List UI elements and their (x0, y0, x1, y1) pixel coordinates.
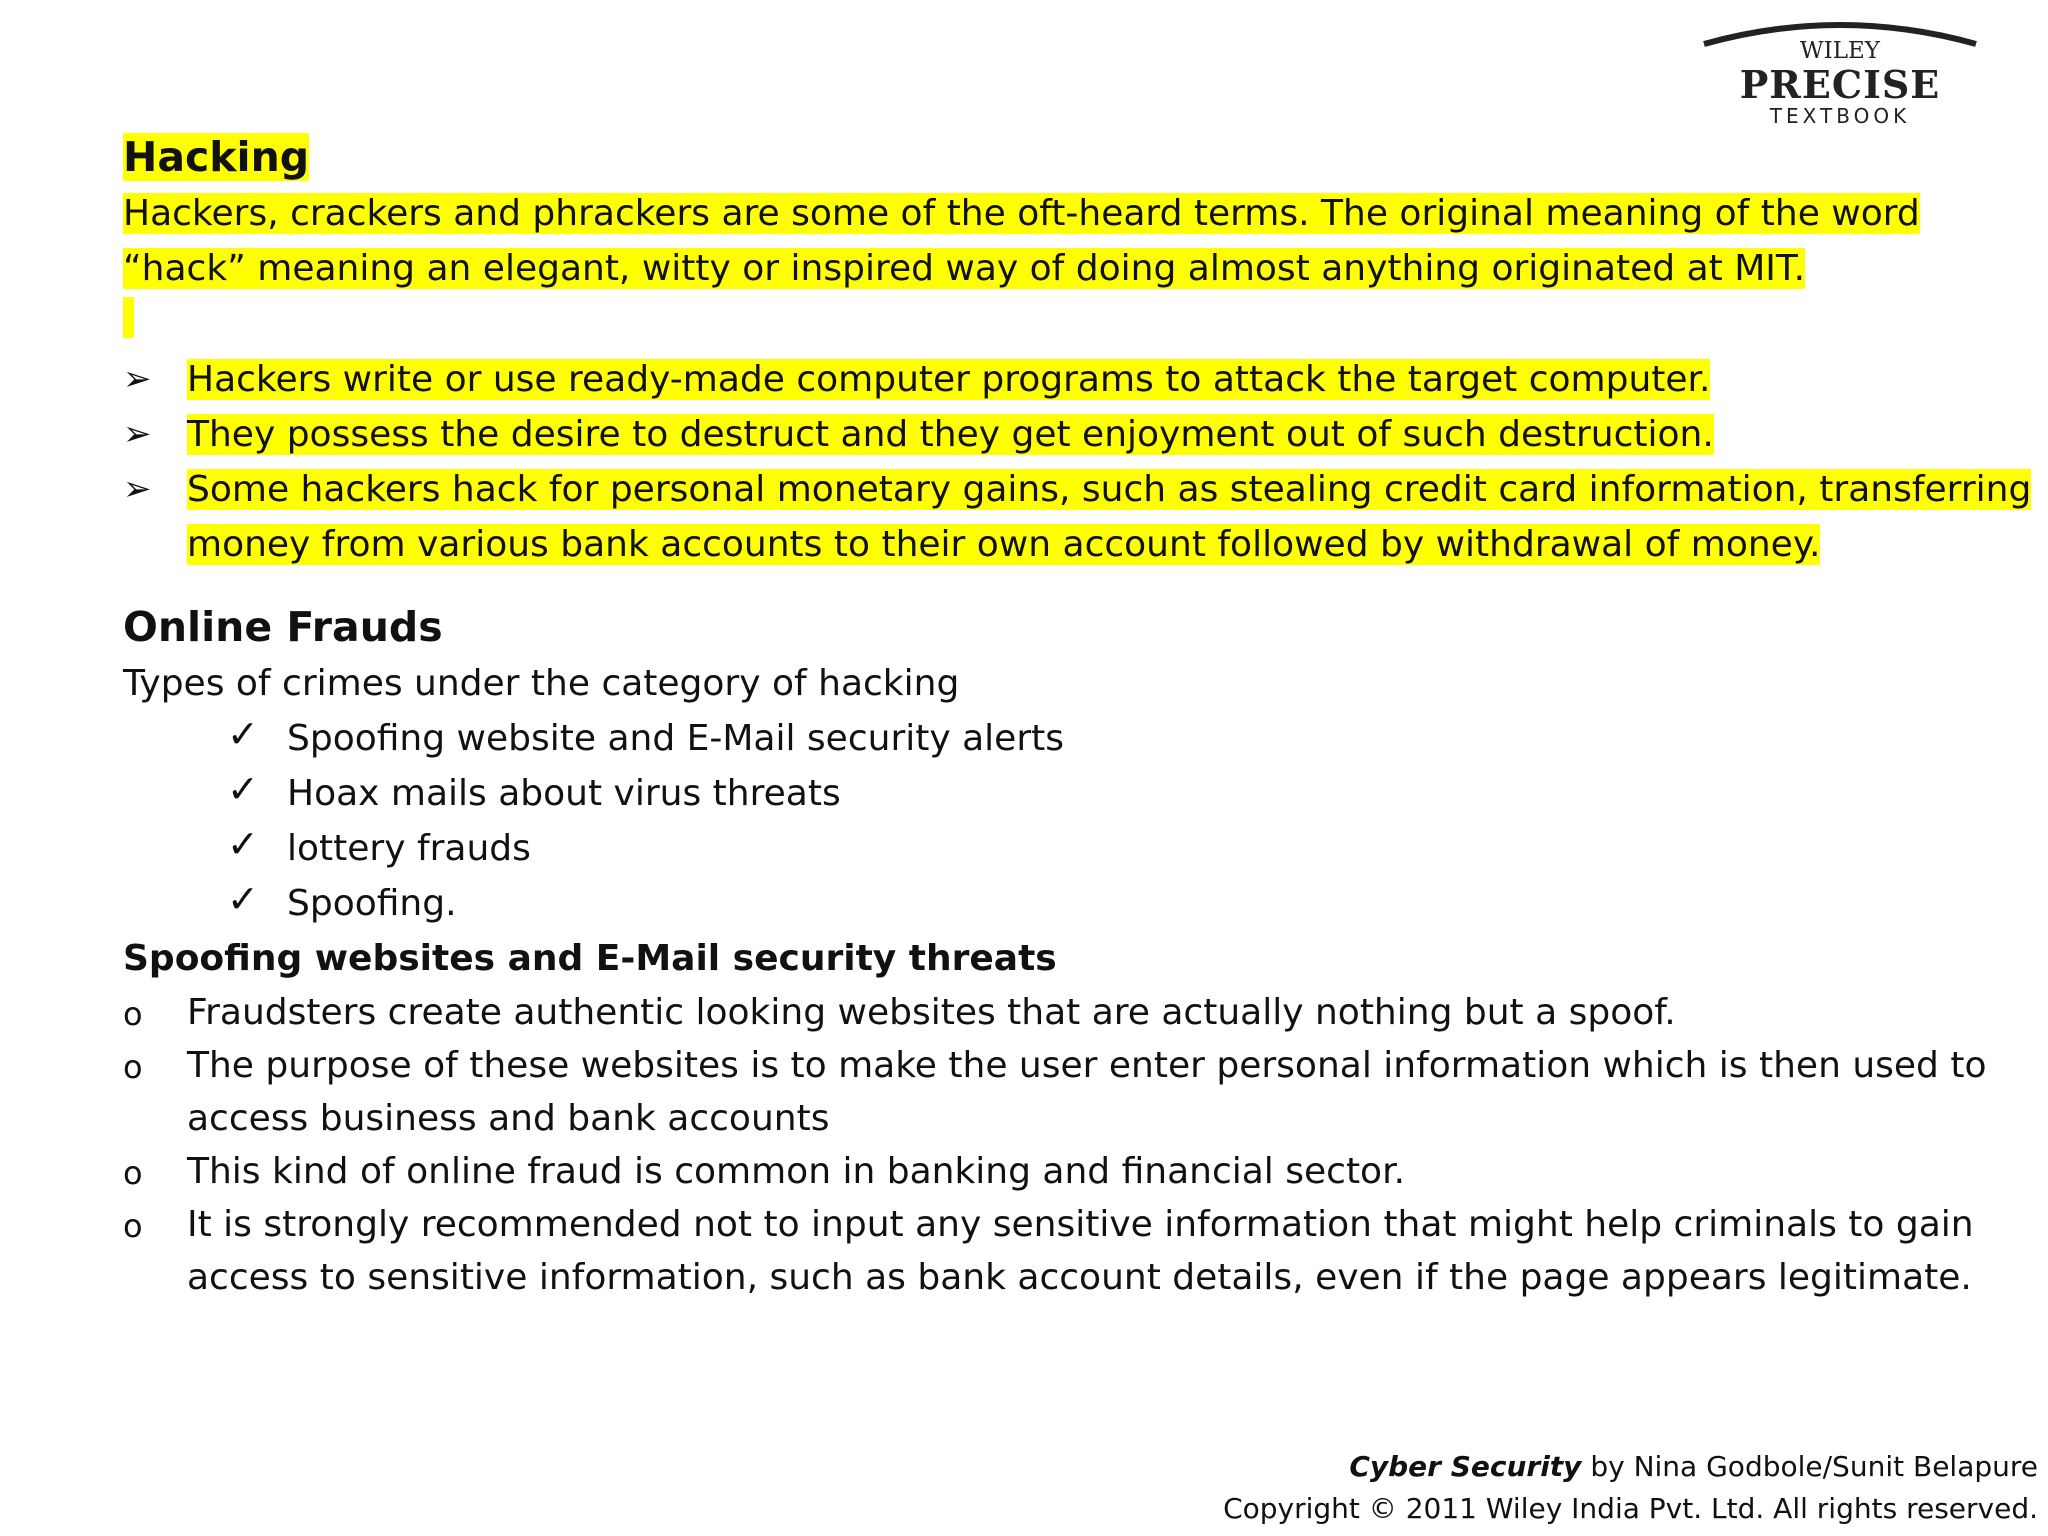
logo-precise: PRECISE (1739, 62, 1941, 107)
list-item: ✓ Hoax mails about virus threats (123, 766, 1973, 821)
arrowhead-bullet-icon: ➢ (123, 414, 152, 454)
hacking-section (123, 128, 2032, 572)
list-item: ➢ Hackers write or use ready-made computer programs to attack the target computer. (123, 352, 2047, 407)
hacking-title: Hacking (123, 133, 310, 181)
footer-book-title: Cyber Security (1349, 1450, 1582, 1483)
wiley-precise-logo (1700, 12, 1980, 128)
list-item: ✓ Spoofing website and E-Mail security alerts (123, 711, 1973, 766)
circle-bullet-icon: o (123, 1207, 143, 1245)
list-item: ✓ Spoofing. (123, 876, 1973, 931)
online-frauds-intro: Types of crimes under the category of hacking (123, 663, 960, 704)
checkmark-icon: ✓ (227, 767, 259, 811)
fraud-types-list (123, 711, 1973, 931)
hacking-intro: Hackers, crackers and phrackers are some of the oft-heard terms. The original meaning of the word “hack” meaning an elegant, witty or inspired way of doing almost anything originated at MIT. (123, 193, 1920, 289)
footer-credit (1223, 1446, 2038, 1530)
list-item: ➢ They possess the desire to destruct and they get enjoyment out of such destruction. (123, 407, 2047, 462)
list-item: o The purpose of these websites is to make the user enter personal information which is then used to access business and bank accounts (123, 1039, 1987, 1145)
spoofing-bullet-list (123, 986, 1987, 1304)
hacking-bullet-list (123, 352, 2032, 572)
spoofing-title: Spoofing websites and E-Mail security threats (123, 938, 1057, 979)
list-item: ✓ lottery frauds (123, 821, 1973, 876)
circle-bullet-icon: o (123, 995, 143, 1033)
footer-book-line (1223, 1446, 2038, 1488)
arrowhead-bullet-icon: ➢ (123, 469, 152, 509)
footer-copyright: Copyright © 2011 Wiley India Pvt. Ltd. All rights reserved. (1223, 1492, 2038, 1525)
arrowhead-bullet-icon: ➢ (123, 359, 152, 399)
online-frauds-title: Online Frauds (123, 603, 443, 651)
circle-bullet-icon: o (123, 1048, 143, 1086)
checkmark-icon: ✓ (227, 877, 259, 921)
logo-wiley: WILEY (1800, 38, 1880, 64)
online-frauds-section (123, 598, 1987, 1304)
logo-textbook: TEXTBOOK (1769, 104, 1911, 128)
list-item: o This kind of online fraud is common in banking and financial sector. (123, 1145, 1987, 1198)
footer-authors: by Nina Godbole/Sunit Belapure (1581, 1450, 2038, 1483)
highlight-gap (123, 297, 134, 338)
checkmark-icon: ✓ (227, 712, 259, 756)
checkmark-icon: ✓ (227, 822, 259, 866)
circle-bullet-icon: o (123, 1154, 143, 1192)
list-item: o It is strongly recommended not to input any sensitive information that might help criminals to gain access to sensitive information, such as bank account details, even if the page appears legitimate. (123, 1198, 1987, 1304)
slide-content (123, 128, 2032, 1304)
list-item: o Fraudsters create authentic looking websites that are actually nothing but a spoof. (123, 986, 1987, 1039)
list-item: ➢ Some hackers hack for personal monetary gains, such as stealing credit card information, transferring money from various bank accounts to their own account followed by withdrawal of money. (123, 462, 2047, 572)
